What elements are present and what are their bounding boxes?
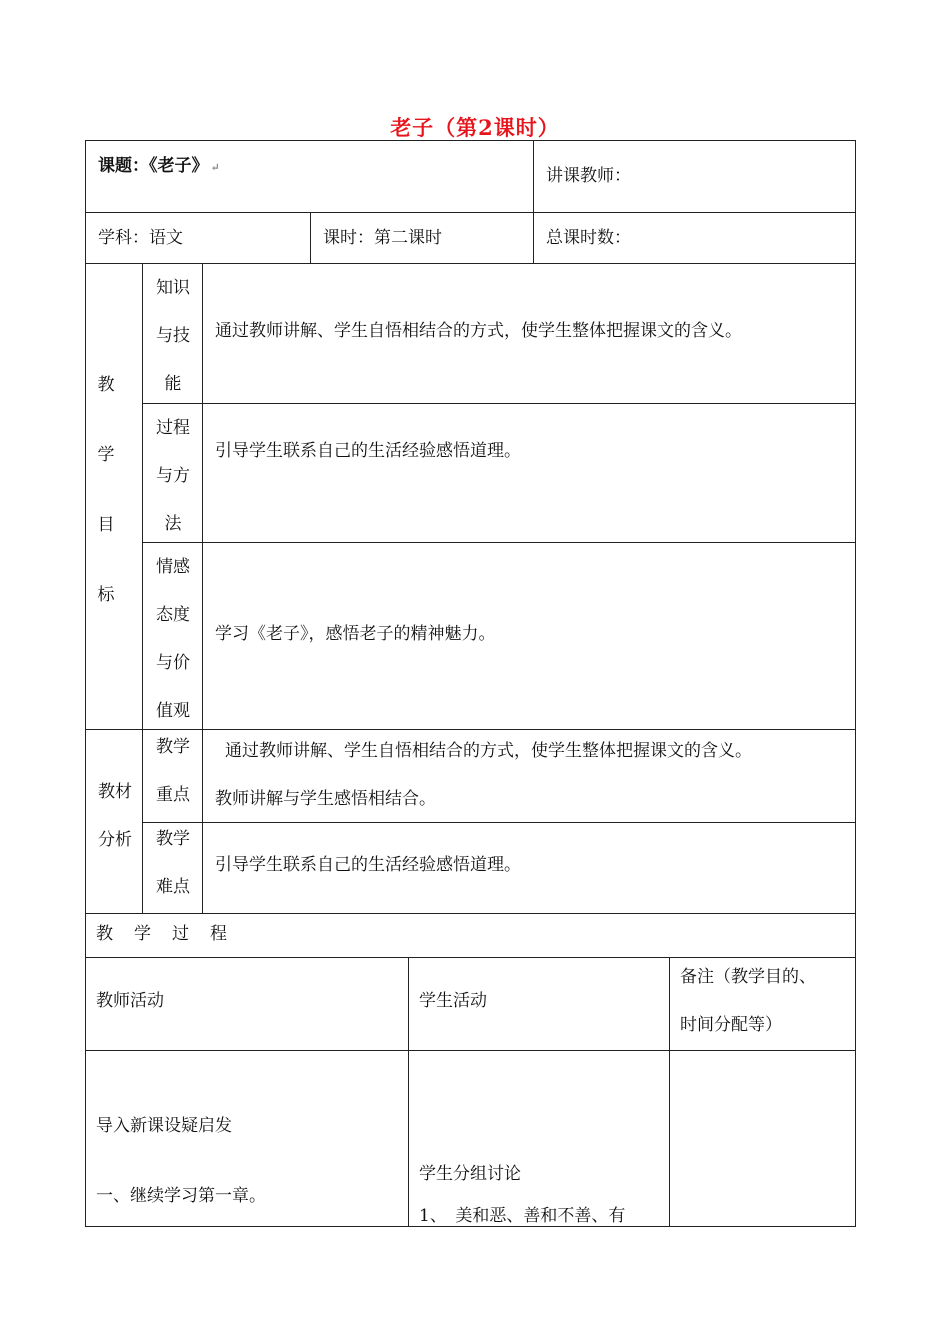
student-activity-1: 学生分组讨论 <box>419 1164 521 1184</box>
student-activity-2: 1、 美和恶、善和不善、有 <box>419 1206 626 1226</box>
process-text: 引导学生联系自己的生活经验感悟道理。 <box>215 441 521 461</box>
total-cell <box>533 212 856 264</box>
process-label-line: 过程 <box>156 418 190 438</box>
student-activity-cell <box>408 1050 670 1227</box>
teacher-activity-cell <box>85 1050 409 1227</box>
lesson-cell <box>85 140 534 213</box>
goals-group-char: 标 <box>97 585 115 605</box>
goals-group-char: 学 <box>97 445 115 465</box>
process-text-cell <box>202 403 856 543</box>
emotion-text: 学习《老子》，感悟老子的精神魅力。 <box>215 624 496 644</box>
key-text-1: 通过教师讲解、学生自悟相结合的方式，使学生整体把握课文的含义。 <box>225 741 752 761</box>
page-title: 老子（第2课时） <box>390 115 560 140</box>
difficulty-text-cell <box>202 822 856 914</box>
difficulty-label-line: 教学 <box>156 829 190 849</box>
period-cell <box>310 212 534 264</box>
knowledge-text: 通过教师讲解、学生自悟相结合的方式，使学生整体把握课文的含义。 <box>215 321 742 341</box>
subject-label: 学科：语文 <box>98 228 183 248</box>
process-heading: 教 学 过 程 <box>96 924 229 944</box>
key-label-cell <box>142 729 203 823</box>
process-label-cell <box>142 403 203 543</box>
emotion-label-line: 值观 <box>156 701 190 721</box>
emotion-label-line: 与价 <box>156 653 190 673</box>
knowledge-text-cell <box>202 263 856 404</box>
analysis-group-line: 教材 <box>98 782 132 802</box>
key-label-line: 重点 <box>156 785 190 805</box>
process-label-line: 法 <box>164 514 182 534</box>
goals-group-cell <box>85 263 143 730</box>
teacher-activity-1: 导入新课设疑启发 <box>96 1116 232 1136</box>
col-student-label: 学生活动 <box>419 991 487 1011</box>
col-teacher-label: 教师活动 <box>96 991 164 1011</box>
key-label-line: 教学 <box>156 737 190 757</box>
teacher-activity-2: 一、继续学习第一章。 <box>96 1186 266 1206</box>
col-note-label-2: 时间分配等） <box>680 1015 782 1035</box>
lesson-label: 课题：《老子》 <box>98 156 209 176</box>
teacher-label: 讲课教师： <box>546 166 631 186</box>
difficulty-label-cell <box>142 822 203 914</box>
key-text-2: 教师讲解与学生感悟相结合。 <box>215 789 436 809</box>
goals-group-char: 教 <box>97 375 115 395</box>
analysis-group-cell <box>85 729 143 914</box>
knowledge-label-cell <box>142 263 203 404</box>
teacher-cell <box>533 140 856 213</box>
col-note-cell <box>669 957 856 1051</box>
difficulty-text: 引导学生联系自己的生活经验感悟道理。 <box>215 855 521 875</box>
return-mark-icon: ↵ <box>210 161 220 174</box>
knowledge-label-line: 知识 <box>156 278 190 298</box>
note-cell <box>669 1050 856 1227</box>
knowledge-label-line: 与技 <box>156 326 190 346</box>
knowledge-label-line: 能 <box>164 374 182 394</box>
process-heading-cell <box>85 913 856 958</box>
period-label: 课时：第二课时 <box>323 228 442 248</box>
col-student-cell <box>408 957 670 1051</box>
key-text-cell <box>202 729 856 823</box>
col-teacher-cell <box>85 957 409 1051</box>
analysis-group-line: 分析 <box>98 830 132 850</box>
subject-cell <box>85 212 311 264</box>
process-label-line: 与方 <box>156 466 190 486</box>
emotion-label-line: 情感 <box>156 557 190 577</box>
emotion-label-line: 态度 <box>156 605 190 625</box>
emotion-label-cell <box>142 542 203 730</box>
total-label: 总课时数： <box>546 228 631 248</box>
goals-group-char: 目 <box>97 515 115 535</box>
emotion-text-cell <box>202 542 856 730</box>
difficulty-label-line: 难点 <box>156 877 190 897</box>
col-note-label-1: 备注（教学目的、 <box>680 967 816 987</box>
